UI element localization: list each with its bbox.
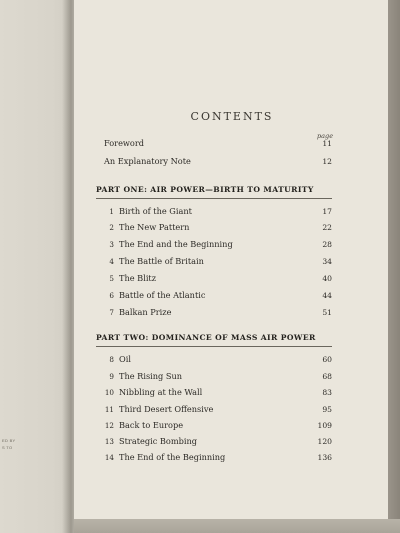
part-one-heading: PART ONE: AIR POWER—BIRTH TO MATURITY — [96, 185, 314, 194]
chapter-title: The Blitz — [119, 273, 157, 283]
toc-chapter-7[interactable] — [104, 307, 332, 319]
toc-entry-page: 11 — [322, 139, 332, 148]
chapter-number: 13 — [104, 437, 114, 446]
chapter-title: The Rising Sun — [119, 371, 183, 381]
toc-chapter-4[interactable] — [104, 256, 332, 268]
toc-chapter-2[interactable] — [104, 222, 332, 234]
toc-chapter-10[interactable] — [104, 387, 332, 399]
chapter-number: 9 — [109, 372, 114, 381]
chapter-number: 12 — [104, 421, 114, 430]
chapter-title: Third Desert Offensive — [119, 404, 214, 414]
chapter-number: 11 — [104, 405, 114, 414]
chapter-page: 136 — [317, 453, 332, 462]
toc-chapter-14[interactable] — [104, 452, 332, 464]
chapter-title: Strategic Bombing — [119, 436, 197, 446]
chapter-page: 109 — [317, 421, 332, 430]
toc-chapter-12[interactable] — [104, 420, 332, 432]
chapter-page: 22 — [322, 223, 332, 232]
chapter-title: Battle of the Atlantic — [119, 290, 206, 300]
left-page-fragment: S TO — [2, 445, 13, 450]
chapter-number: 7 — [109, 308, 114, 317]
chapter-page: 34 — [322, 257, 332, 266]
chapter-number: 3 — [109, 240, 114, 249]
chapter-page: 60 — [322, 355, 332, 364]
toc-chapter-3[interactable] — [104, 239, 332, 251]
toc-chapter-13[interactable] — [104, 436, 332, 448]
toc-chapter-9[interactable] — [104, 371, 332, 383]
chapter-page: 51 — [322, 308, 332, 317]
toc-entry-explanatory-note[interactable] — [104, 156, 332, 168]
chapter-number: 5 — [109, 274, 114, 283]
background-edge-bottom — [74, 519, 400, 533]
part-two-rule — [96, 346, 332, 347]
chapter-page: 68 — [322, 372, 332, 381]
chapter-title: The End and the Beginning — [119, 239, 233, 249]
chapter-number: 4 — [109, 257, 114, 266]
left-page-fragment: ED BY — [2, 438, 16, 443]
toc-chapter-5[interactable] — [104, 273, 332, 285]
toc-entry-title: Foreword — [104, 138, 145, 148]
part-two-heading: PART TWO: DOMINANCE OF MASS AIR POWER — [96, 333, 316, 342]
chapter-page: 17 — [322, 207, 332, 216]
chapter-title: Back to Europe — [119, 420, 184, 430]
background-edge-right — [388, 0, 400, 533]
chapter-number: 10 — [104, 388, 114, 397]
chapter-number: 2 — [109, 223, 114, 232]
chapter-number: 14 — [104, 453, 114, 462]
chapter-page: 120 — [317, 437, 332, 446]
contents-heading: CONTENTS — [190, 110, 274, 123]
chapter-page: 95 — [322, 405, 332, 414]
chapter-title: Nibbling at the Wall — [119, 387, 203, 397]
toc-entry-title: An Explanatory Note — [104, 156, 191, 166]
chapter-title: The Battle of Britain — [119, 256, 204, 266]
chapter-title: Balkan Prize — [119, 307, 172, 317]
toc-entry-foreword[interactable] — [104, 138, 332, 150]
chapter-page: 83 — [322, 388, 332, 397]
chapter-number: 8 — [109, 355, 114, 364]
chapter-page: 40 — [322, 274, 332, 283]
toc-chapter-11[interactable] — [104, 404, 332, 416]
toc-entry-page: 12 — [322, 157, 332, 166]
toc-chapter-6[interactable] — [104, 290, 332, 302]
chapter-title: Oil — [119, 354, 131, 364]
toc-chapter-8[interactable] — [104, 354, 332, 366]
chapter-page: 44 — [322, 291, 332, 300]
chapter-page: 28 — [322, 240, 332, 249]
toc-chapter-1[interactable] — [104, 206, 332, 218]
chapter-title: The End of the Beginning — [119, 452, 226, 462]
chapter-number: 1 — [109, 207, 114, 216]
page-column-label: page — [317, 132, 334, 140]
chapter-number: 6 — [109, 291, 114, 300]
chapter-title: The New Pattern — [119, 222, 190, 232]
chapter-title: Birth of the Giant — [119, 206, 192, 216]
part-one-rule — [96, 198, 332, 199]
